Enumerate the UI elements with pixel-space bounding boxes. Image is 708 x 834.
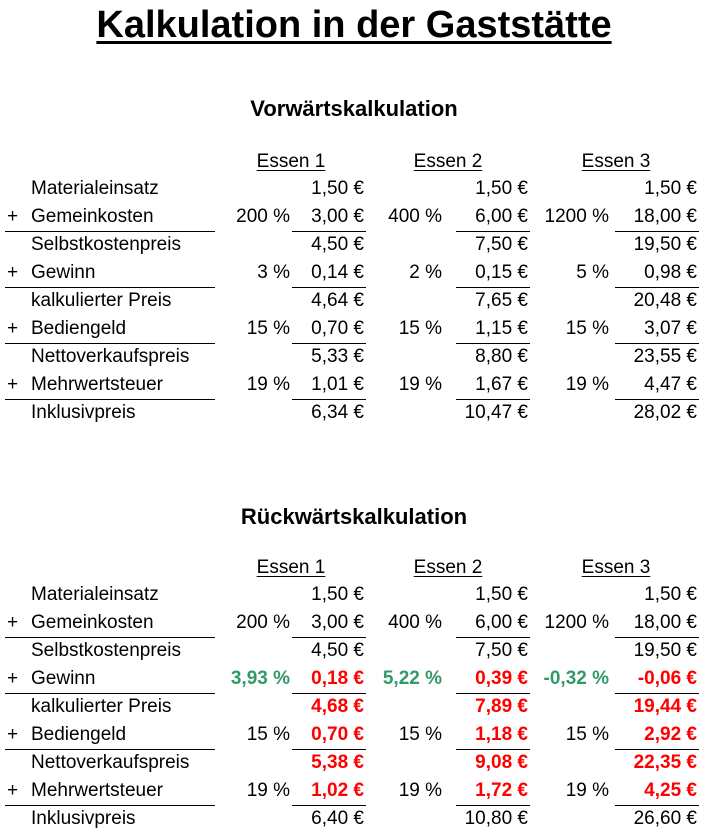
row-label: Mehrwertsteuer <box>31 374 163 395</box>
value-cell: 1,50 € <box>311 178 364 199</box>
value-cell: 0,18 € <box>311 668 364 689</box>
percent-cell: 19 % <box>398 780 442 801</box>
plus-sign: + <box>7 780 19 801</box>
value-cell: 18,00 € <box>633 206 697 227</box>
percent-cell: 400 % <box>388 206 442 227</box>
table-row <box>0 750 708 778</box>
percent-cell: 2 % <box>409 262 442 283</box>
plus-sign: + <box>7 668 19 689</box>
row-label: Gemeinkosten <box>31 612 154 633</box>
value-cell: 9,08 € <box>475 752 528 773</box>
plus-sign: + <box>7 612 19 633</box>
row-label: Selbstkostenpreis <box>31 234 181 255</box>
column-header-essen-2: Essen 2 <box>413 151 483 172</box>
value-cell: 1,50 € <box>644 178 697 199</box>
percent-cell: 200 % <box>236 612 290 633</box>
value-cell: 3,00 € <box>311 612 364 633</box>
value-cell: 19,50 € <box>633 234 697 255</box>
percent-cell: 15 % <box>565 318 609 339</box>
value-cell: 6,00 € <box>475 206 528 227</box>
row-label: kalkulierter Preis <box>31 696 172 717</box>
percent-cell: 19 % <box>246 374 290 395</box>
value-cell: 4,47 € <box>644 374 697 395</box>
table-row <box>0 176 708 204</box>
value-cell: 1,02 € <box>311 780 364 801</box>
plus-sign: + <box>7 318 19 339</box>
plus-sign: + <box>7 724 19 745</box>
value-cell: 1,18 € <box>475 724 528 745</box>
value-cell: 18,00 € <box>633 612 697 633</box>
page-title: Kalkulation in der Gaststätte <box>96 4 612 46</box>
value-cell: 4,68 € <box>311 696 364 717</box>
row-label: Gewinn <box>31 262 96 283</box>
table-row <box>0 694 708 722</box>
value-cell: 19,44 € <box>633 696 697 717</box>
percent-cell: 3,93 % <box>230 668 290 689</box>
value-cell: 7,50 € <box>475 234 528 255</box>
value-cell: 1,15 € <box>475 318 528 339</box>
percent-cell: 5 % <box>576 262 609 283</box>
value-cell: 3,00 € <box>311 206 364 227</box>
value-cell: 0,39 € <box>475 668 528 689</box>
value-cell: 0,98 € <box>644 262 697 283</box>
plus-sign: + <box>7 206 19 227</box>
value-cell: 5,33 € <box>311 346 364 367</box>
value-cell: 20,48 € <box>633 290 697 311</box>
column-header-essen-3: Essen 3 <box>581 557 651 578</box>
row-label: Inklusivpreis <box>31 808 136 829</box>
value-cell: 6,34 € <box>311 402 364 423</box>
percent-cell: 19 % <box>565 374 609 395</box>
value-cell: 2,92 € <box>644 724 697 745</box>
percent-cell: 19 % <box>246 780 290 801</box>
row-label: Nettoverkaufspreis <box>31 346 190 367</box>
value-cell: 4,50 € <box>311 234 364 255</box>
row-label: Bediengeld <box>31 724 127 745</box>
value-cell: 0,15 € <box>475 262 528 283</box>
percent-cell: 19 % <box>565 780 609 801</box>
forward-section-title: Vorwärtskalkulation <box>250 96 458 121</box>
value-cell: 1,67 € <box>475 374 528 395</box>
row-label: kalkulierter Preis <box>31 290 172 311</box>
value-cell: 0,70 € <box>311 318 364 339</box>
value-cell: 4,64 € <box>311 290 364 311</box>
value-cell: 1,01 € <box>311 374 364 395</box>
table-row <box>0 288 708 316</box>
value-cell: 0,14 € <box>311 262 364 283</box>
value-cell: 4,50 € <box>311 640 364 661</box>
value-cell: 1,50 € <box>475 178 528 199</box>
percent-cell: 1200 % <box>544 206 609 227</box>
table-row <box>0 316 708 344</box>
value-cell: -0,06 € <box>637 668 697 689</box>
value-cell: 6,40 € <box>311 808 364 829</box>
table-row <box>0 722 708 750</box>
table-row <box>0 806 708 834</box>
value-cell: 10,47 € <box>464 402 528 423</box>
percent-cell: 5,22 % <box>382 668 442 689</box>
value-cell: 7,89 € <box>475 696 528 717</box>
value-cell: 6,00 € <box>475 612 528 633</box>
value-cell: 1,50 € <box>475 584 528 605</box>
column-header-essen-1: Essen 1 <box>256 151 326 172</box>
value-cell: 1,50 € <box>644 584 697 605</box>
value-cell: 23,55 € <box>633 346 697 367</box>
backward-section-title: Rückwärtskalkulation <box>240 504 468 529</box>
value-cell: 26,60 € <box>633 808 697 829</box>
row-label: Materialeinsatz <box>31 178 159 199</box>
column-header-essen-3: Essen 3 <box>581 151 651 172</box>
table-row <box>0 344 708 372</box>
value-cell: 1,72 € <box>475 780 528 801</box>
value-cell: 1,50 € <box>311 584 364 605</box>
percent-cell: 15 % <box>246 318 290 339</box>
row-label: Inklusivpreis <box>31 402 136 423</box>
value-cell: 7,65 € <box>475 290 528 311</box>
row-label: Bediengeld <box>31 318 127 339</box>
percent-cell: 15 % <box>246 724 290 745</box>
percent-cell: 200 % <box>236 206 290 227</box>
value-cell: 22,35 € <box>633 752 697 773</box>
table-row <box>0 204 708 232</box>
value-cell: 10,80 € <box>464 808 528 829</box>
value-cell: 5,38 € <box>311 752 364 773</box>
table-row <box>0 372 708 400</box>
value-cell: 8,80 € <box>475 346 528 367</box>
percent-cell: 3 % <box>257 262 290 283</box>
table-row <box>0 778 708 806</box>
table-row <box>0 400 708 428</box>
table-row <box>0 582 708 610</box>
table-row <box>0 260 708 288</box>
percent-cell: 1200 % <box>544 612 609 633</box>
percent-cell: 15 % <box>398 724 442 745</box>
row-label: Gewinn <box>31 668 96 689</box>
value-cell: 0,70 € <box>311 724 364 745</box>
value-cell: 19,50 € <box>633 640 697 661</box>
percent-cell: -0,32 % <box>543 668 609 689</box>
column-header-essen-1: Essen 1 <box>256 557 326 578</box>
row-label: Selbstkostenpreis <box>31 640 181 661</box>
value-cell: 7,50 € <box>475 640 528 661</box>
value-cell: 3,07 € <box>644 318 697 339</box>
plus-sign: + <box>7 374 19 395</box>
percent-cell: 400 % <box>388 612 442 633</box>
percent-cell: 15 % <box>565 724 609 745</box>
row-label: Nettoverkaufspreis <box>31 752 190 773</box>
row-label: Mehrwertsteuer <box>31 780 163 801</box>
table-row <box>0 232 708 260</box>
plus-sign: + <box>7 262 19 283</box>
table-row <box>0 638 708 666</box>
percent-cell: 19 % <box>398 374 442 395</box>
value-cell: 4,25 € <box>644 780 697 801</box>
column-header-essen-2: Essen 2 <box>413 557 483 578</box>
table-row <box>0 666 708 694</box>
value-cell: 28,02 € <box>633 402 697 423</box>
row-label: Gemeinkosten <box>31 206 154 227</box>
percent-cell: 15 % <box>398 318 442 339</box>
table-row <box>0 610 708 638</box>
row-label: Materialeinsatz <box>31 584 159 605</box>
